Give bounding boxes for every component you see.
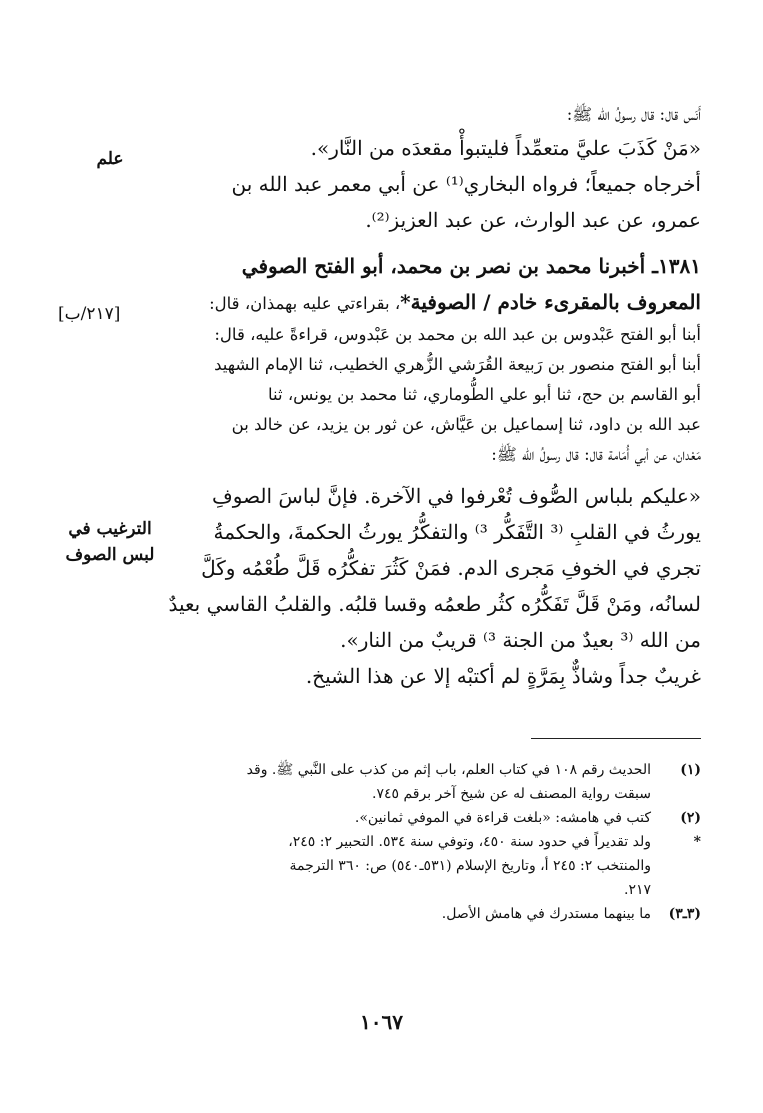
hadith-text: تجري في الخوفِ مَجرى الدم. فمَنْ كَثُرَ تفكُّرُه قَلَّ طُعْمُه وكَلَّ — [201, 556, 701, 580]
isnad-line: عبد الله بن داود، ثنا إسماعيل بن عَيَّاش، عن ثور بن يزيد، عن خالد بن — [231, 415, 701, 434]
text-line: عمرو، عن عبد الوارث، عن عبد العزيز⁽²⁾. — [365, 208, 701, 232]
text-line: أَنَس قال: قال رسولُ الله ﷺ: — [566, 105, 701, 124]
isnad-line: أبنا أبو الفتح عَبْدوس بن عبد الله بن محمد بن عَبْدوس، قراءةً عليه، قال: — [214, 325, 701, 344]
narrator-name: المعروف بالمقرىء خادم / الصوفية* — [400, 290, 701, 314]
footnote-line: الحديث رقم ١٠٨ في كتاب العلم، باب إثم من كذب على النَّبي ﷺ. وقد — [246, 762, 651, 778]
margin-note-line: الترغيب في — [68, 519, 152, 539]
hadith-text: لسانُه، ومَنْ قَلَّ تَفَكُّرُه كثُر طعمُه وقسا قلبُه. والقلبُ القاسي بعيدٌ — [168, 592, 701, 616]
margin-note-wool — [40, 516, 180, 568]
footnote-marker: (٢) — [680, 810, 701, 826]
hadith-text: من الله ⁽³ بعيدٌ من الجنة ³⁾ قريبٌ من النار». — [340, 628, 701, 652]
footnote-marker: (١) — [680, 762, 701, 778]
footnote — [71, 806, 701, 830]
hadith-text: «عليكم بلباس الصُّوف تُعْرفوا في الآخرة. فإنَّ لباسَ الصوفِ — [212, 484, 701, 508]
margin-note-line: لبس الصوف — [65, 545, 155, 565]
footnote-line: ما بينهما مستدرك في هامش الأصل. — [441, 906, 651, 922]
margin-note-ilm: علم — [96, 149, 124, 169]
text-line — [209, 284, 701, 320]
isnad-line: أبنا أبو الفتح منصور بن رَبيعة القُرَشي الزُّهري الخطيب، ثنا الإمام الشهيد — [214, 355, 701, 374]
footnote-marker: (٣ـ٣) — [668, 906, 701, 922]
footnote-divider — [531, 738, 701, 739]
folio-marker: [٢١٧/ب] — [58, 304, 121, 324]
text-fragment: ، بقراءتي عليه بهمذان، قال: — [209, 294, 401, 313]
text-line: غريبٌ جداً وشاذٌّ بِمَرَّةٍ لم أكتبْه إلا عن هذا الشيخ. — [305, 664, 701, 688]
text-line: أخرجاه جميعاً؛ فرواه البخاري⁽¹⁾ عن أبي معمر عبد الله بن — [231, 172, 701, 196]
footnote — [71, 902, 701, 926]
footnotes — [71, 758, 701, 926]
footnote-line: ولد تقديراً في حدود سنة ٤٥٠، وتوفي سنة ٥٣٤. التحبير ٢: ٢٤٥، — [288, 834, 651, 850]
footnote-line: والمنتخب ٢: ٢٤٥ أ، وتاريخ الإسلام (٥٣١ـ٥٤٠) ص: ٣٦٠ الترجمة — [289, 858, 651, 874]
footnote-line: سبقت رواية المصنف له عن شيخ آخر برقم ٧٤٥. — [372, 786, 651, 802]
isnad-line: أبو القاسم بن حج، ثنا أبو علي الطُّوماري، ثنا محمد بن يونس، ثنا — [268, 385, 701, 404]
hadith-number-heading: ١٣٨١ـ أخبرنا محمد بن نصر بن محمد، أبو الفتح الصوفي — [241, 254, 701, 278]
hadith-text: «مَنْ كَذَبَ عليَّ متعمِّداً فليتبوأْ مقعدَه من النَّار». — [310, 136, 701, 160]
footnote-line: كتب في هامشه: «بلغت قراءة في الموفي ثمانين». — [354, 810, 651, 826]
hadith-text: يورثُ في القلبِ ⁽³ التَّفَكُّر ³⁾ والتفكُّرُ يورثُ الحكمةَ، والحكمةُ — [213, 520, 701, 544]
footnote — [71, 830, 701, 902]
isnad-line: مَعْدان، عن أبي أُمَامة قال: قال رسولُ الله ﷺ: — [491, 445, 701, 464]
footnote — [71, 758, 701, 806]
main-text — [168, 100, 701, 694]
footnote-marker: * — [693, 834, 701, 850]
footnote-line: ٢١٧. — [623, 882, 651, 898]
page-number: ١٠٦٧ — [360, 1010, 403, 1034]
